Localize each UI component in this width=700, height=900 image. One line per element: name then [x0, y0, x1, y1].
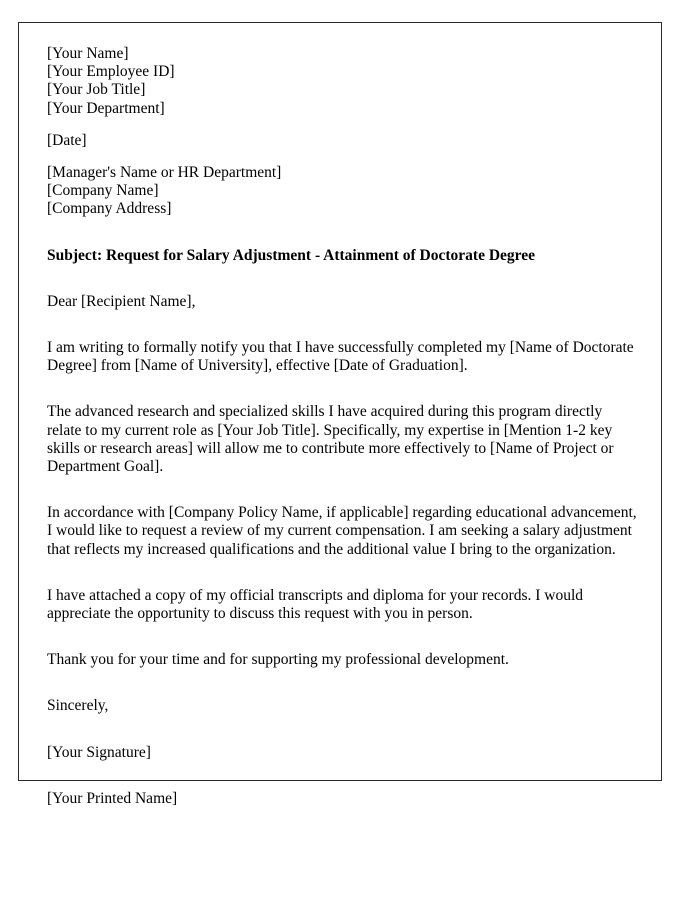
body-spacer-4: [47, 573, 639, 587]
printed-name-line: [Your Printed Name]: [47, 789, 178, 807]
recipient-address-line: [Company Address]: [47, 200, 172, 218]
date-block: [47, 132, 639, 150]
sender-employee-id-line: [Your Employee ID]: [47, 63, 175, 81]
recipient-company-line: [Company Name]: [47, 182, 159, 200]
body-spacer-3: [47, 490, 639, 504]
signature-line: [Your Signature]: [47, 743, 151, 761]
body-spacer-2: [47, 389, 639, 403]
signature-spacer: [47, 730, 639, 744]
body-spacer-5: [47, 637, 639, 651]
document-page: [18, 22, 662, 807]
sender-job-title-line: [Your Job Title]: [47, 81, 146, 99]
sender-department-line: [Your Department]: [47, 99, 165, 117]
closing-spacer: [47, 683, 639, 697]
sender-name-line: [Your Name]: [47, 45, 129, 62]
letter-content: [47, 45, 639, 822]
body-paragraph-2: The advanced research and specialized skills I have acquired during this program directly relate to my current role as [Your Job Title]. Specifically, my expertise in [Mention 1-2 key skills or research areas] will allow me to contribute more effectively to [Name of Project or Department Goal].: [47, 403, 614, 476]
salutation-line: Dear [Recipient Name],: [47, 292, 196, 310]
subject-line: Subject: Request for Salary Adjustment - Attainment of Doctorate Degree: [47, 246, 536, 264]
body-paragraph-3: In accordance with [Company Policy Name, if applicable] regarding educational advancement, I would like to request a review of my current compensation. I am seeking a salary adjustment that reflects my increased qualifications and the additional value I bring to the organization.: [47, 504, 637, 558]
subject-spacer: [47, 233, 639, 247]
body-spacer-1: [47, 325, 639, 339]
printed-name-spacer: [47, 776, 639, 790]
date-line: [Date]: [47, 131, 87, 149]
sender-address-block: [47, 45, 639, 118]
recipient-address-block: [47, 164, 639, 219]
body-paragraph-1: I am writing to formally notify you that I have successfully completed my [Name of Doctorate Degree] from [Name of University], effective [Date of Graduation].: [47, 339, 634, 375]
body-paragraph-5: Thank you for your time and for supporting my professional development.: [47, 651, 509, 669]
body-paragraph-4: I have attached a copy of my official transcripts and diploma for your records. I would appreciate the opportunity to discuss this request with you in person.: [47, 586, 584, 623]
closing-line: Sincerely,: [47, 697, 109, 715]
salutation-spacer: [47, 279, 639, 293]
recipient-name-line: [Manager's Name or HR Department]: [47, 164, 282, 182]
